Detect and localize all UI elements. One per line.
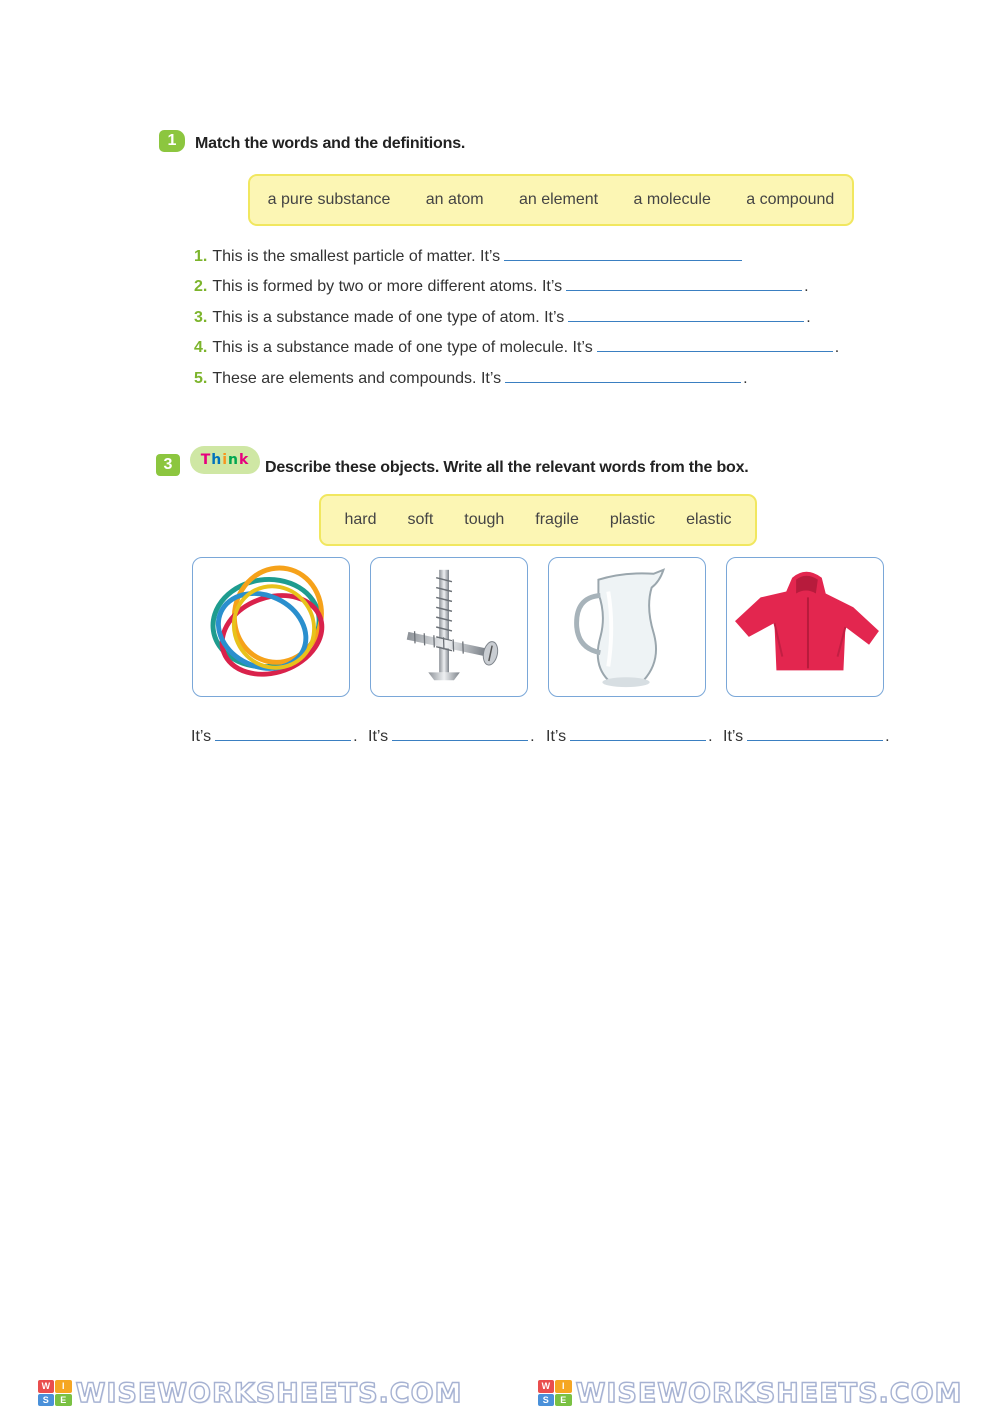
logo-letter: W <box>38 1380 55 1393</box>
question-number: 2. <box>194 278 208 295</box>
question-row <box>194 307 811 327</box>
think-letter: k <box>239 452 250 468</box>
question-text: This is a substance made of one type of molecule. It’s <box>212 339 593 356</box>
screws-picture <box>370 557 528 697</box>
question-number: 3. <box>194 309 208 326</box>
answer-blank[interactable] <box>392 726 528 741</box>
answer-end-punctuation: . <box>885 728 890 745</box>
answer-prefix: It’s <box>368 728 389 745</box>
word-box-item: tough <box>464 511 505 528</box>
rubber-bands-picture <box>192 557 350 697</box>
question-text: This is the smallest particle of matter. It’s <box>212 248 501 265</box>
word-box-item: an atom <box>425 191 484 208</box>
answer-end-punctuation: . <box>530 728 535 745</box>
question-end-punctuation: . <box>804 278 809 295</box>
logo-letter: W <box>538 1380 555 1393</box>
answer-row <box>191 726 358 746</box>
logo-letter: S <box>38 1394 55 1407</box>
watermark-block[interactable] <box>538 1378 963 1409</box>
logo-letter: S <box>538 1394 555 1407</box>
exercise-1-instruction: Match the words and the definitions. <box>195 135 466 152</box>
footer-watermark <box>0 1373 1000 1413</box>
think-letter: i <box>222 452 229 468</box>
word-box-item: a pure substance <box>267 191 391 208</box>
question-number: 5. <box>194 370 208 387</box>
answer-prefix: It’s <box>723 728 744 745</box>
exercise-3-number-badge: 3 <box>156 454 180 476</box>
question-number: 4. <box>194 339 208 356</box>
answer-prefix: It’s <box>191 728 212 745</box>
word-box-item: soft <box>407 511 434 528</box>
exercise-3-word-box <box>319 494 757 546</box>
think-letter: h <box>211 452 223 468</box>
word-box-item: plastic <box>609 511 656 528</box>
question-number: 1. <box>194 248 208 265</box>
answer-row <box>546 726 713 746</box>
raincoat-picture <box>726 557 884 697</box>
think-letter: T <box>200 452 212 468</box>
answer-blank[interactable] <box>505 368 741 383</box>
word-box-item: elastic <box>686 511 732 528</box>
word-box-item: an element <box>518 191 599 208</box>
question-text: These are elements and compounds. It’s <box>212 370 502 387</box>
answer-blank[interactable] <box>568 307 804 322</box>
answer-end-punctuation: . <box>353 728 358 745</box>
watermark-text: WISEWORKSHEETS.COM <box>75 1377 463 1409</box>
word-box-item: hard <box>344 511 377 528</box>
think-badge <box>190 446 260 474</box>
word-box-item: a molecule <box>633 191 711 208</box>
question-end-punctuation: . <box>806 309 811 326</box>
answer-row <box>368 726 535 746</box>
answer-blank[interactable] <box>504 246 742 261</box>
answer-blank[interactable] <box>566 276 802 291</box>
answer-blank[interactable] <box>215 726 351 741</box>
question-end-punctuation: . <box>834 339 840 356</box>
watermark-block[interactable] <box>38 1378 463 1409</box>
wiseworksheets-logo-icon <box>38 1380 72 1406</box>
exercise-1-number-badge: 1 <box>159 130 185 152</box>
logo-letter: E <box>555 1394 572 1407</box>
answer-blank[interactable] <box>570 726 706 741</box>
think-letter: n <box>228 452 239 468</box>
answer-blank[interactable] <box>747 726 883 741</box>
question-text: This is formed by two or more different atoms. It’s <box>212 278 563 295</box>
glass-jug-picture <box>548 557 706 697</box>
wiseworksheets-logo-icon <box>538 1380 572 1406</box>
exercise-1-word-box <box>248 174 854 226</box>
answer-blank[interactable] <box>597 337 833 352</box>
logo-letter: I <box>555 1380 572 1393</box>
question-text: This is a substance made of one type of atom. It’s <box>212 309 565 326</box>
logo-letter: E <box>55 1394 72 1407</box>
question-row <box>194 276 809 296</box>
word-box-item: a compound <box>746 191 835 208</box>
question-row <box>194 368 748 388</box>
question-end-punctuation: . <box>743 370 748 387</box>
question-row <box>194 337 839 357</box>
exercise-3-instruction: Describe these objects. Write all the relevant words from the box. <box>265 459 749 476</box>
question-row <box>194 246 744 266</box>
logo-letter: I <box>55 1380 72 1393</box>
answer-prefix: It’s <box>546 728 567 745</box>
answer-row <box>723 726 890 746</box>
watermark-text: WISEWORKSHEETS.COM <box>575 1377 963 1409</box>
word-box-item: fragile <box>535 511 579 528</box>
answer-end-punctuation: . <box>708 728 713 745</box>
